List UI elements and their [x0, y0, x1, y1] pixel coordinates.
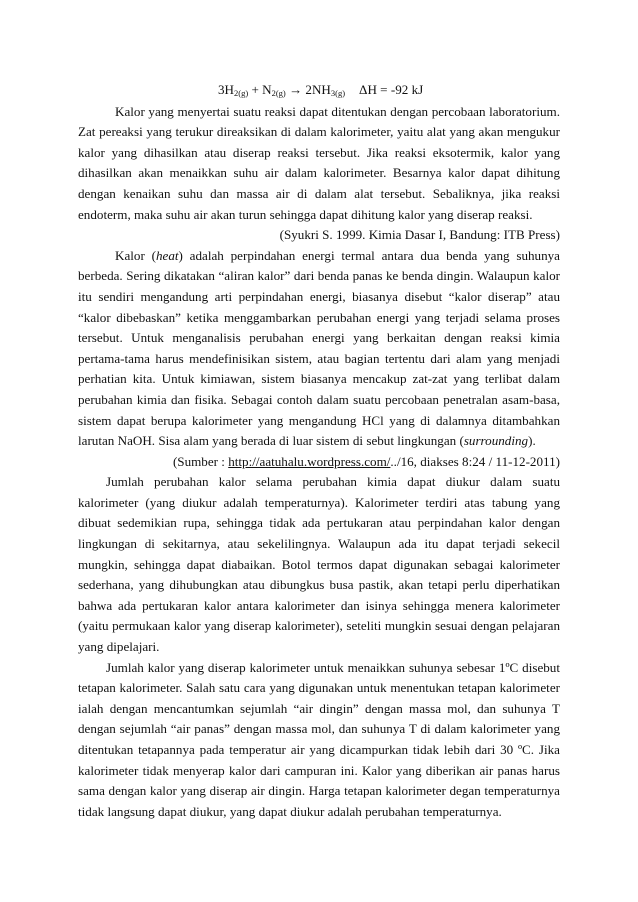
eq-state-nh3: 3(g)	[330, 88, 346, 98]
eq-state-n2: 2(g)	[271, 88, 286, 98]
paragraph-kalorimeter: Jumlah perubahan kalor selama perubahan kimia dapat diukur dalam suatu kalorimeter (yang diukur adalah temperaturnya). Kalorimeter terdiri atas tabung yang dibuat sedemikian rupa, sehingga tidak ada pertukaran atau perpindahan kalor dengan lingkungan di sekitarnya, atau sekelilingnya. Walaupun ada itu dapat terjadi sekecil mungkin, sehingga dapat diabaikan. Botol termos dapat digunakan sebagai kalorimeter sederhana, yang dihubungkan atau dibungkus busa pastik, akan tetapi perlu diperhatikan bahwa ada pertukaran kalor antara kalorimeter dan isinya sehingga menera kalorimeter (yaitu permukaan kalor yang diserap kalorimeter), seteliti mungkin sesuai dengan pelajaran yang dipelajari.	[78, 474, 560, 655]
term-surrounding: surrounding	[463, 433, 529, 449]
paragraph-tetapan-kalorimeter: Jumlah kalor yang diserap kalorimeter untuk menaikkan suhunya sebesar 1ºC disebut tetapan kalorimeter. Salah satu cara yang digunakan untuk menentukan tetapan kalorimeter ialah dengan mencantumkan sejumlah “air dingin” dengan massa mol, dan suhunya T dengan sejumlah “air panas” dengan massa mol, dan suhunya T di dalam kalorimeter yang ditentukan tetapannya pada temperatur air yang dicampurkan tidak lebih dari 30 ºC. Jika kalorimeter tidak menyerap kalor dari campuran ini. Kalor yang diberikan air panas harus sama dengan kalor yang diserap air dingin. Harga tetapan kalorimeter degan temperaturnya tidak langsung dapat diukur, yang dapat diukur adalah perubahan temperaturnya.	[78, 659, 560, 819]
eq-state-h2: 2(g)	[234, 88, 249, 98]
document-body	[78, 80, 560, 822]
reaction-equation	[78, 80, 560, 101]
eq-enthalpy: ΔH = -92 kJ	[359, 82, 424, 97]
eq-term-n2: + N	[248, 82, 272, 97]
term-heat: heat	[155, 247, 179, 263]
eq-term-nh3: → 2NH	[285, 82, 331, 97]
paragraph-kalor-reaksi: Kalor yang menyertai suatu reaksi dapat ditentukan dengan percobaan laboratorium. Zat pereaksi yang terukur direaksikan di dalam kalorimeter, yaitu alat yang akan mengukur kalor yang dihasilkan atau diserap reaksi tersebut. Jika reaksi eksotermik, kalor yang dihasilkan akan menaikkan suhu air dalam kalorimeter. Besarnya kalor dapat dihitung dengan kenaikan suhu dan massa air di dalam alat tersebut. Sebaliknya, jika reaksi endoterm, maka suhu air akan turun sehingga dapat dihitung kalor yang diserap reaksi.	[78, 103, 560, 222]
source-link[interactable]: http://aatuhalu.wordpress.com/	[228, 453, 391, 469]
citation-wordpress: (Sumber : http://aatuhalu.wordpress.com/../16, diakses 8:24 / 11-12-2011)	[172, 453, 560, 469]
citation-syukri: (Syukri S. 1999. Kimia Dasar I, Bandung: ITB Press)	[279, 227, 560, 243]
eq-term-h2: 3H	[218, 82, 235, 97]
paragraph-kalor-definisi: Kalor (heat) adalah perpindahan energi termal antara dua benda yang suhunya berbeda. Sering dikatakan “aliran kalor” dari benda panas ke benda dingin. Walaupun kalor itu sendiri mengandung arti perpindahan energi, biasanya disebut “kalor diserap” atau “kalor dibebaskan” ketika menggambarkan perubahan energi yang terjadi selama proses tersebut. Untuk menganalisis perubahan energi yang berkaitan dengan reaksi kimia pertama-tama harus mendefinisikan sistem, atau bagian tertentu dari alam yang menjadi perhatian kita. Untuk kimiawan, sistem biasanya mencakup zat-zat yang terlibat dalam perubahan kimia dan fisika. Sebagai contoh dalam suatu percobaan penetralan asam-basa, sistem dapat berupa kalorimeter yang mengandung HCl yang di dalamnya ditambahkan larutan NaOH. Sisa alam yang berada di luar sistem di sebut lingkungan (surrounding).	[78, 247, 560, 449]
